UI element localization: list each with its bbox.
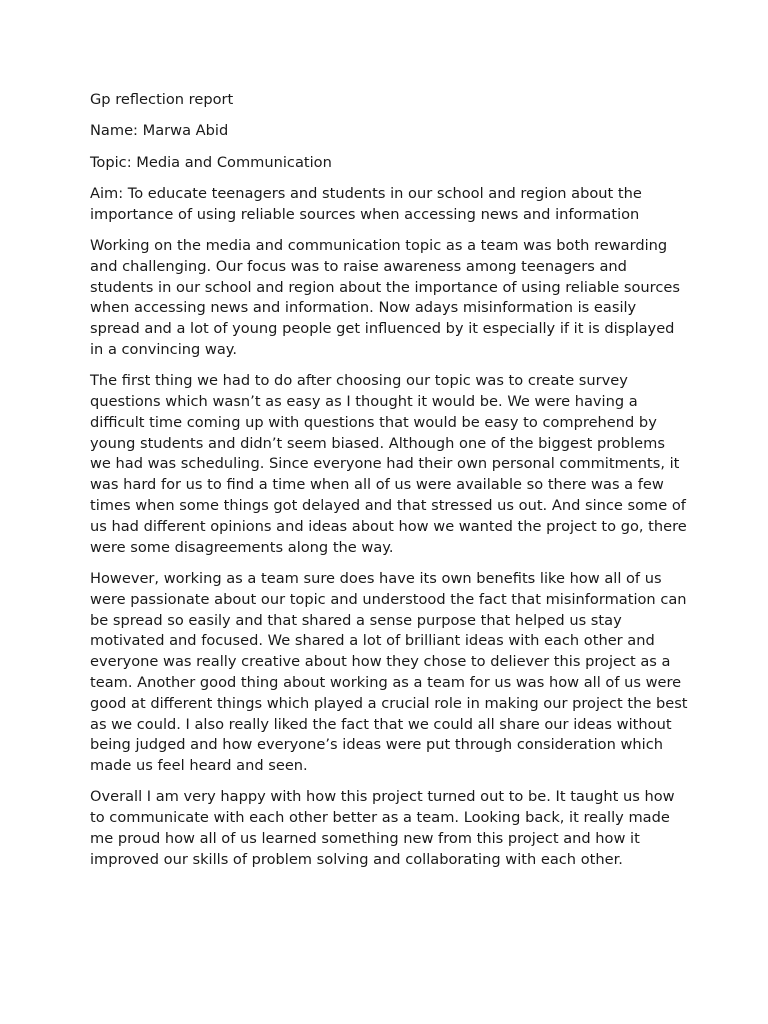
document-body bbox=[90, 90, 690, 881]
paragraph-conclusion: Overall I am very happy with how this project turned out to be. It taught us how to communicate with each other better as a team. Looking back, it really made me proud how all of us learned something new from this project and how it improved our skills of problem solving and collaborating with each other. bbox=[90, 788, 675, 868]
aim-line: Aim: To educate teenagers and students in our school and region about the importance of using reliable sources when accessing news and information bbox=[90, 184, 642, 223]
paragraph-benefits: However, working as a team sure does have its own benefits like how all of us were passionate about our topic and understood the fact that misinformation can be spread so easily and that shared a sense purpose that helped us stay motivated and focused. We shared a lot of brilliant ideas with each other and everyone was really creative about how they chose to deliever this project as a team. Another good thing about working as a team for us was how all of us were good at different things which played a crucial role in making our project the best as we could. I also really liked the fact that we could all share our ideas without being judged and how everyone’s ideas were put through consideration which made us feel heard and seen. bbox=[90, 569, 688, 775]
topic-line: Topic: Media and Communication bbox=[90, 153, 332, 171]
paragraph-challenges: The first thing we had to do after choosing our topic was to create survey questions which wasn’t as easy as I thought it would be. We were having a difficult time coming up with questions that would be easy to comprehend by young students and didn’t seem biased. Although one of the biggest problems we had was scheduling. Since everyone had their own personal commitments, it was hard for us to find a time when all of us were available so there was a few times when some things got delayed and that stressed us out. And since some of us had different opinions and ideas about how we wanted the project to go, there were some disagreements along the way. bbox=[90, 372, 687, 556]
author-name-line: Name: Marwa Abid bbox=[90, 122, 229, 140]
paragraph-intro: Working on the media and communication topic as a team was both rewarding and challenging. Our focus was to raise awareness among teenagers and students in our school and region about the importance of using reliable sources when accessing news and information. Now adays misinformation is easily spread and a lot of young people get influenced by it especially if it is displayed in a convincing way. bbox=[90, 236, 680, 358]
document-title: Gp reflection report bbox=[90, 91, 234, 108]
